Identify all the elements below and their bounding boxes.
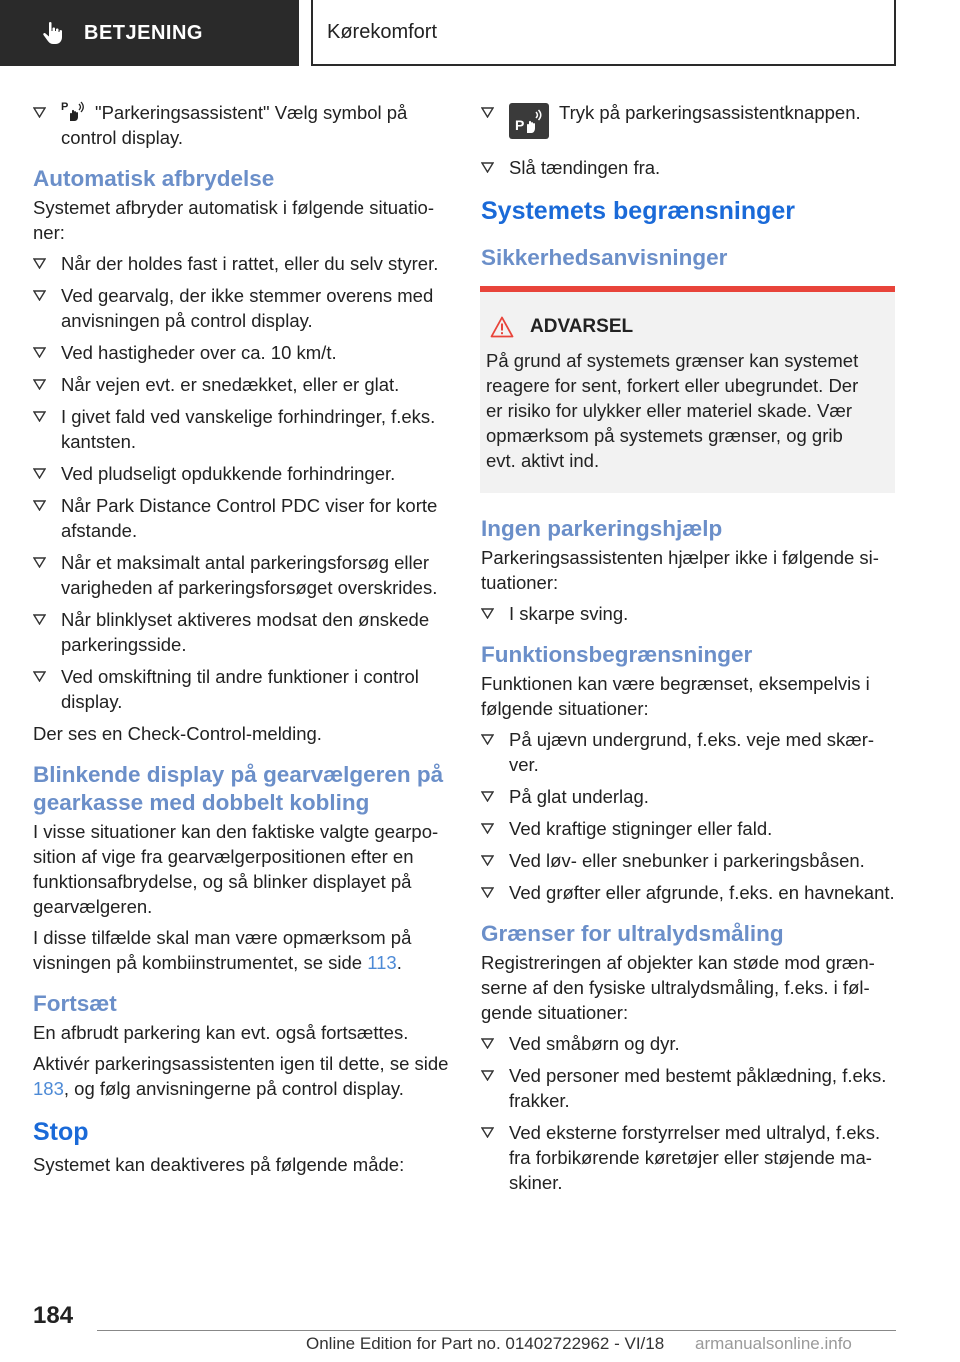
auto-interrupt-list [33,251,449,714]
triangle-bullet-icon [481,608,494,619]
list-item [33,493,449,543]
triangle-bullet-icon [481,887,494,898]
list-item-text: Ved grøfter eller afgrunde, f.eks. en havnekant. [509,882,895,903]
paragraph: Der ses en Check-Control-melding. [33,723,322,744]
chapter-title: Kørekomfort [311,0,896,66]
triangle-bullet-icon [33,379,46,390]
section-heading: Ingen parkeringshjælp [481,516,723,541]
list-item-text: Slå tændingen fra. [509,157,661,178]
warning-text: På grund af systemets grænser kan systemet reagere for sent, forkert eller ubegrundet. Der er risiko for ulykker eller materiel skade. Vær opmærksom på systemets grænser, og grib evt. aktivt ind. [486,350,859,471]
warning-label: ADVARSEL [530,316,634,337]
list-item-text: Tryk på parkeringsassistentknappen. [559,102,861,123]
list-item-text: I skarpe sving. [509,603,629,624]
list-item-text: Når et maksimalt antal parkeringsforsøg eller varigheden af parkeringsforsøget overskrides. [61,552,438,598]
list-item-text: På glat underlag. [509,786,649,807]
list-item [33,550,449,600]
paragraph-text: , og følg anvisningerne på control display. [63,1078,404,1099]
major-heading: Systemets begrænsninger [481,197,795,225]
list-item [33,461,449,486]
no-help-list [481,601,897,626]
list-item [481,1120,897,1195]
parking-assistant-button-icon [509,103,549,139]
section-label: BETJENING [84,21,203,44]
paragraph [33,1051,449,1101]
list-item [481,784,897,809]
triangle-bullet-icon [481,734,494,745]
paragraph: Systemet kan deaktiveres på følgende måde: [33,1154,405,1175]
triangle-bullet-icon [33,557,46,568]
section-tab [0,0,299,66]
list-item-text: Ved småbørn og dyr. [509,1033,680,1054]
list-item-text: Når Park Distance Control PDC viser for korte afstande. [61,495,438,541]
warning-box [480,286,895,493]
triangle-bullet-icon [33,290,46,301]
triangle-bullet-icon [33,258,46,269]
paragraph [33,925,449,975]
hand-pointer-icon [40,20,66,46]
section-heading: Blinkende display på gearvælgeren på gearkasse med dobbelt kobling [33,762,444,815]
list-item [481,100,897,139]
edition-text: Online Edition for Part no. 01402722962 - VI/18 [306,1334,665,1353]
list-item-text: "Parkeringsassistent" Vælg symbol på control display. [61,102,408,148]
major-heading: Stop [33,1118,89,1146]
section-heading: Grænser for ultralydsmåling [481,921,784,946]
stop-list [481,100,897,180]
list-item [33,283,449,333]
list-item [33,404,449,454]
list-item [481,1031,897,1056]
function-limits-list [481,727,897,905]
triangle-bullet-icon [481,1038,494,1049]
paragraph: I visse situationer kan den faktiske valgte gearposition af vige fra gearvælgerpositionen efter en funktionsafbrydelse, og så blinker displayet på gearvælgeren. [33,821,439,917]
paragraph: En afbrudt parkering kan evt. også fortsættes. [33,1022,409,1043]
list-item [481,601,897,626]
list-item-text: Ved hastigheder over ca. 10 km/t. [61,342,337,363]
list-item-text: I givet fald ved vanskelige forhindringer, f.eks. kantsten. [61,406,436,452]
triangle-bullet-icon [481,791,494,802]
watermark: armanualsonline.info [695,1334,852,1353]
subheading: Sikkerhedsanvisninger [481,245,728,270]
triangle-bullet-icon [481,162,494,173]
section-heading: Automatisk afbrydelse [33,166,275,191]
list-item [33,664,449,714]
list-item [481,155,897,180]
svg-text:P: P [61,101,69,113]
page-link-113[interactable]: 113 [367,952,397,973]
page-link-183[interactable]: 183 [33,1078,64,1099]
paragraph: Registreringen af objekter kan støde mod grænserne af den fysiske ultralydsmåling, f.eks. i følgende situationer: [481,952,875,1023]
page-number: 184 [33,1302,74,1329]
triangle-bullet-icon [33,107,46,118]
list-item [33,372,449,397]
triangle-bullet-icon [481,823,494,834]
list-item [481,848,897,873]
paragraph-text: I disse tilfælde skal man være opmærksom på visningen på kombiinstrumentet, se side [33,927,412,973]
triangle-bullet-icon [33,468,46,479]
list-item-text: Ved pludseligt opdukkende forhindringer. [61,463,396,484]
triangle-bullet-icon [481,1070,494,1081]
intro-list [33,100,449,150]
list-item-text: Når der holdes fast i rattet, eller du selv styrer. [61,253,439,274]
section-heading: Funktionsbegrænsninger [481,642,753,667]
list-item [33,607,449,657]
right-column [481,100,897,1202]
paragraph: Parkeringsassistenten hjælper ikke i følgende situationer: [481,547,879,593]
section-heading: Fortsæt [33,991,117,1016]
ultrasound-limits-list [481,1031,897,1195]
list-item-text: Ved løv- eller snebunker i parkeringsbåsen. [509,850,865,871]
page-footer [0,1290,960,1362]
triangle-bullet-icon [33,347,46,358]
paragraph: Funktionen kan være begrænset, eksempelvis i følgende situationer: [481,673,870,719]
list-item-text: På ujævn undergrund, f.eks. veje med skærver. [509,729,875,775]
list-item-text: Ved kraftige stigninger eller fald. [509,818,773,839]
list-item [481,816,897,841]
list-item [33,340,449,365]
paragraph-text: . [396,952,402,973]
triangle-bullet-icon [481,1127,494,1138]
list-item [481,880,897,905]
triangle-bullet-icon [33,671,46,682]
list-item-text: Ved eksterne forstyrrelser med ultralyd, f.eks. fra forbikørende køretøjer eller støjende maskiner. [509,1122,881,1193]
page-header [0,0,960,66]
list-item-text: Ved omskiftning til andre funktioner i control display. [61,666,419,712]
list-item [481,1063,897,1113]
triangle-bullet-icon [33,500,46,511]
triangle-bullet-icon [33,411,46,422]
list-item-text: Ved gearvalg, der ikke stemmer overens med anvisningen på control display. [61,285,434,331]
triangle-bullet-icon [481,107,494,118]
list-item [33,100,449,150]
parking-assistant-icon [61,100,85,122]
warning-triangle-icon [490,316,514,338]
paragraph: Systemet afbryder automatisk i følgende situationer: [33,197,435,243]
warning-header [486,316,875,338]
triangle-bullet-icon [33,614,46,625]
footer-divider [97,1330,896,1331]
svg-text:P: P [515,117,525,133]
list-item-text: Når vejen evt. er snedækket, eller er glat. [61,374,400,395]
list-item [33,251,449,276]
triangle-bullet-icon [481,855,494,866]
list-item-text: Når blinklyset aktiveres modsat den ønskede parkeringsside. [61,609,430,655]
list-item-text: Ved personer med bestemt påklædning, f.eks. frakker. [509,1065,887,1111]
paragraph-text: Aktivér parkeringsassistenten igen til dette, se side [33,1053,449,1074]
list-item [481,727,897,777]
left-column [33,100,449,1183]
